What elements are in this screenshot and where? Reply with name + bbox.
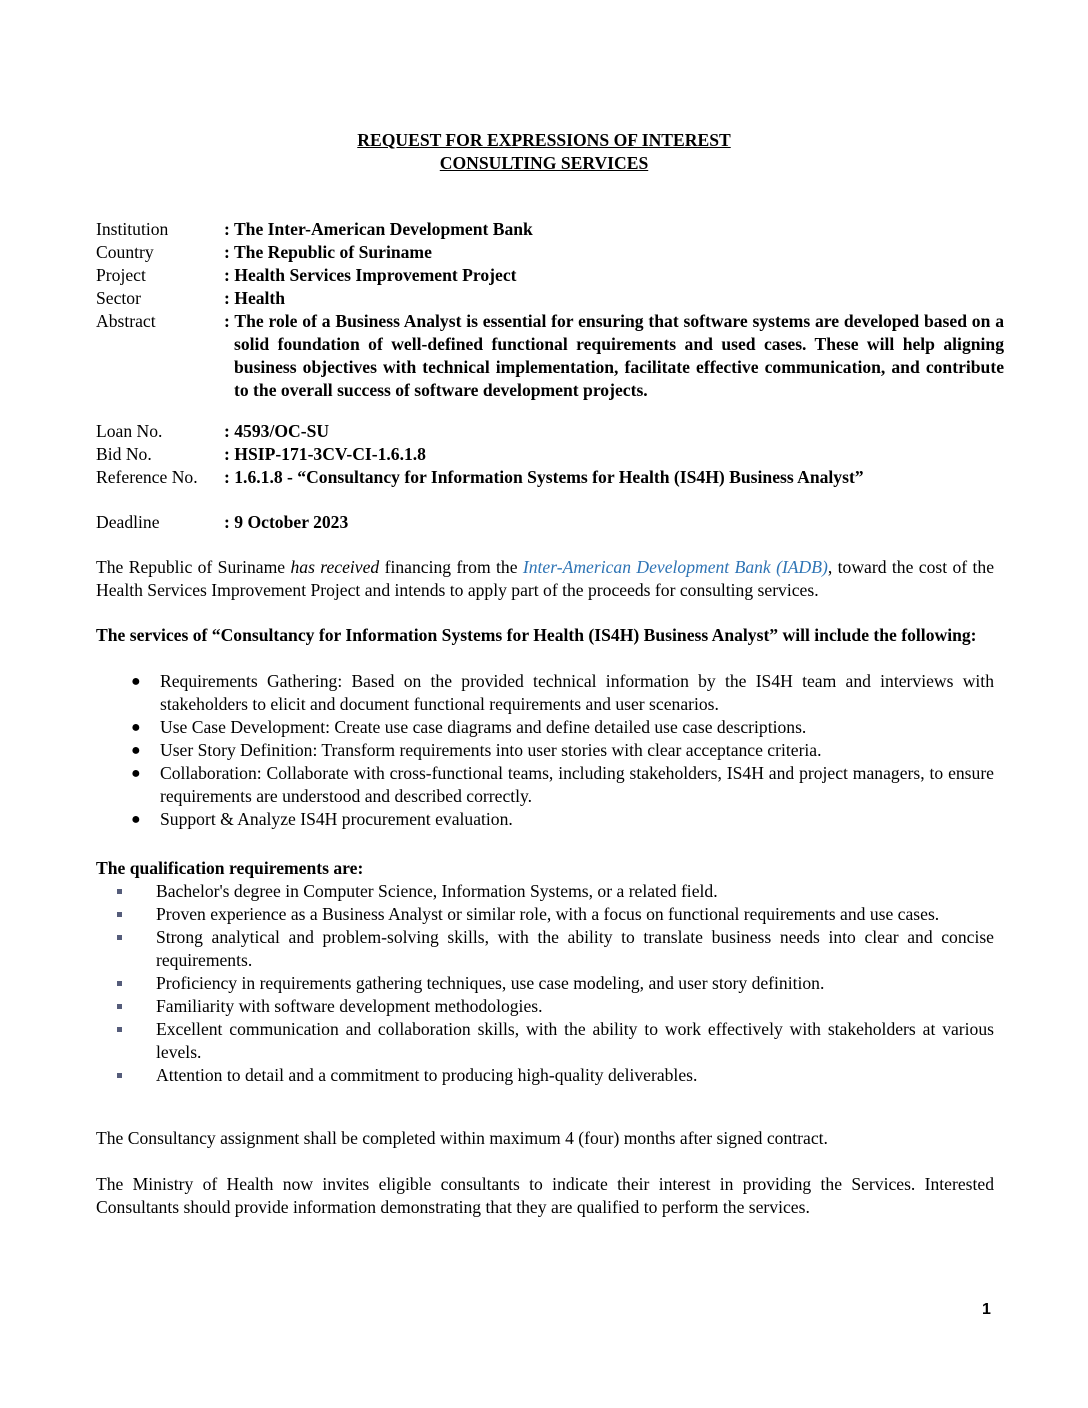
- bullet-icon: ●: [131, 742, 141, 759]
- country-label: Country: [96, 242, 154, 262]
- title-line-2: CONSULTING SERVICES: [439, 153, 649, 173]
- list-item: [96, 762, 994, 808]
- institution-label: Institution: [96, 219, 169, 239]
- square-bullet-icon: [117, 935, 122, 940]
- reference-label: Reference No.: [96, 467, 198, 487]
- meta-row-sector: [96, 287, 996, 310]
- meta-block-deadline: [96, 511, 996, 534]
- square-bullet-icon: [117, 1073, 122, 1078]
- qualifications-heading-text: The qualification requirements are:: [96, 858, 364, 878]
- list-item: [96, 880, 994, 903]
- meta-row-loan: [96, 420, 996, 443]
- list-item: [96, 716, 994, 739]
- institution-value: : The Inter-American Development Bank: [224, 219, 533, 239]
- financing-italic: has received: [290, 557, 380, 577]
- service-item-text: User Story Definition: Transform requirements into user stories with clear acceptance criteria.: [160, 740, 822, 760]
- list-item: [96, 972, 994, 995]
- service-item-text: Support & Analyze IS4H procurement evaluation.: [160, 809, 513, 829]
- meta-row-institution: [96, 218, 996, 241]
- assignment-paragraph: The Consultancy assignment shall be completed within maximum 4 (four) months after signed contract.: [96, 1128, 828, 1148]
- bullet-icon: ●: [131, 673, 141, 690]
- sector-value: : Health: [224, 288, 286, 308]
- square-bullet-icon: [117, 981, 122, 986]
- services-list: [96, 670, 994, 831]
- meta-row-bid: [96, 443, 996, 466]
- country-value: : The Republic of Suriname: [224, 242, 432, 262]
- list-item: [96, 995, 994, 1018]
- qualification-item-text: Proficiency in requirements gathering techniques, use case modeling, and user story definition.: [156, 973, 825, 993]
- list-item: [96, 1064, 994, 1087]
- financing-text-3: , toward the cost of the Health Services Improvement Project and intends to apply part of the proceeds for consulting services.: [96, 557, 995, 600]
- meta-row-abstract: [96, 310, 1004, 402]
- meta-block-ids: [96, 420, 996, 489]
- title-line-1: REQUEST FOR EXPRESSIONS OF INTEREST: [357, 130, 731, 150]
- iadb-link[interactable]: Inter-American Development Bank (IADB): [522, 557, 828, 577]
- deadline-label: Deadline: [96, 512, 160, 532]
- document-title: [0, 129, 1088, 175]
- service-item-text: Use Case Development: Create use case diagrams and define detailed use case descriptions.: [160, 717, 807, 737]
- abstract-label: Abstract: [96, 311, 156, 331]
- project-label: Project: [96, 265, 146, 285]
- financing-text-2: financing from the: [379, 557, 523, 577]
- qualification-item-text: Excellent communication and collaboration skills, with the ability to work effectively with stakeholders at various levels.: [156, 1019, 994, 1062]
- abstract-value: : The role of a Business Analyst is essential for ensuring that software systems are developed based on a solid foundation of well-defined functional requirements and used cases. These will help aligning business objectives with technical implementation, facilitate effective communication, and contribute to the overall success of software development projects.: [224, 311, 1004, 400]
- qualifications-heading: [96, 857, 994, 880]
- meta-row-country: [96, 241, 996, 264]
- qualification-item-text: Strong analytical and problem-solving skills, with the ability to translate business needs into clear and concise requirements.: [156, 927, 994, 970]
- bullet-icon: ●: [131, 765, 141, 782]
- list-item: [96, 739, 994, 762]
- services-heading-text: The services of “Consultancy for Information Systems for Health (IS4H) Business Analyst” will include the following:: [96, 625, 977, 645]
- bullet-icon: ●: [131, 811, 141, 828]
- list-item: [96, 808, 994, 831]
- reference-value: : 1.6.1.8 - “Consultancy for Information Systems for Health (IS4H) Business Analyst”: [224, 467, 864, 487]
- list-item: [96, 1018, 994, 1064]
- service-item-text: Collaboration: Collaborate with cross-functional teams, including stakeholders, IS4H and project managers, to ensure requirements are understood and described correctly.: [160, 763, 994, 806]
- services-heading: [96, 624, 994, 647]
- page-number: 1: [982, 1301, 991, 1318]
- qualification-item-text: Proven experience as a Business Analyst or similar role, with a focus on functional requirements and use cases.: [156, 904, 940, 924]
- loan-value: : 4593/OC-SU: [224, 421, 330, 441]
- bid-value: : HSIP-171-3CV-CI-1.6.1.8: [224, 444, 426, 464]
- meta-row-project: [96, 264, 996, 287]
- list-item: [96, 670, 994, 716]
- meta-block-top: [96, 218, 1004, 402]
- deadline-value: : 9 October 2023: [224, 512, 349, 532]
- financing-paragraph: [96, 556, 994, 602]
- bid-label: Bid No.: [96, 444, 152, 464]
- qualification-item-text: Bachelor's degree in Computer Science, Information Systems, or a related field.: [156, 881, 718, 901]
- loan-label: Loan No.: [96, 421, 163, 441]
- project-value: : Health Services Improvement Project: [224, 265, 517, 285]
- service-item-text: Requirements Gathering: Based on the provided technical information by the IS4H team and interviews with stakeholders to elicit and document functional requirements and user scenarios.: [160, 671, 994, 714]
- meta-row-reference: [96, 466, 996, 489]
- sector-label: Sector: [96, 288, 141, 308]
- meta-row-deadline: [96, 511, 996, 534]
- financing-text-1: The Republic of Suriname: [96, 557, 291, 577]
- square-bullet-icon: [117, 1004, 122, 1009]
- list-item: [96, 903, 994, 926]
- bullet-icon: ●: [131, 719, 141, 736]
- square-bullet-icon: [117, 889, 122, 894]
- qualification-item-text: Familiarity with software development methodologies.: [156, 996, 543, 1016]
- square-bullet-icon: [117, 912, 122, 917]
- invitation-paragraph: The Ministry of Health now invites eligible consultants to indicate their interest in providing the Services. Interested Consultants should provide information demonstrating that they are qualified to perform the services.: [96, 1174, 994, 1217]
- list-item: [96, 926, 994, 972]
- qualifications-list: [96, 880, 994, 1087]
- qualification-item-text: Attention to detail and a commitment to producing high-quality deliverables.: [156, 1065, 698, 1085]
- square-bullet-icon: [117, 1027, 122, 1032]
